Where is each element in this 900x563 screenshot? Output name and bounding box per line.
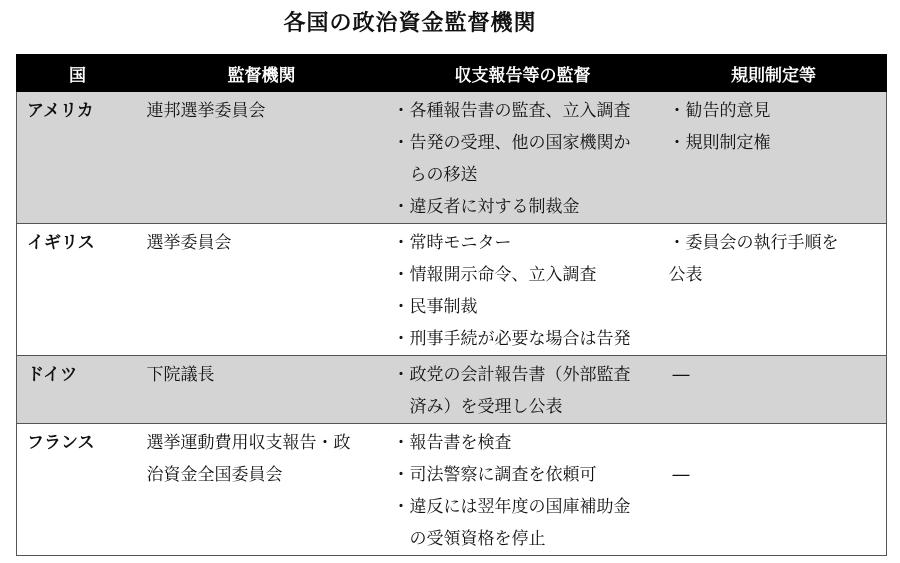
rule-dash: ― bbox=[672, 365, 690, 385]
reports-cell bbox=[385, 356, 661, 424]
report-line: ・告発の受理、他の国家機関か bbox=[392, 133, 631, 153]
header-agency: 監督機関 bbox=[139, 55, 385, 92]
agency-line: 選挙委員会 bbox=[146, 233, 232, 253]
header-rules: 規則制定等 bbox=[661, 55, 887, 92]
rule-line: ・勧告的意見 bbox=[668, 101, 771, 121]
page-title: 各国の政治資金監督機関 bbox=[283, 11, 537, 36]
report-line: ・民事制裁 bbox=[392, 297, 478, 317]
rules-cell bbox=[661, 424, 887, 556]
agency-line: 選挙運動費用収支報告・政 bbox=[146, 433, 351, 453]
country-cell: アメリカ bbox=[17, 92, 139, 224]
agency-cell bbox=[139, 424, 385, 556]
rule-line bbox=[669, 427, 881, 459]
report-line: ・違反者に対する制裁金 bbox=[392, 197, 580, 217]
table-row bbox=[17, 356, 887, 424]
country-cell: フランス bbox=[17, 424, 139, 556]
table-row bbox=[17, 92, 887, 224]
rules-cell bbox=[661, 224, 887, 356]
rules-cell bbox=[661, 356, 887, 424]
agency-cell bbox=[139, 224, 385, 356]
reports-cell bbox=[385, 424, 661, 556]
table-row bbox=[17, 224, 887, 356]
reports-cell bbox=[385, 224, 661, 356]
table-row bbox=[17, 424, 887, 556]
reports-cell bbox=[385, 92, 661, 224]
report-line: ・各種報告書の監査、立入調査 bbox=[392, 101, 631, 121]
agency-cell bbox=[139, 92, 385, 224]
report-line: ・情報開示命令、立入調査 bbox=[392, 265, 597, 285]
rule-line: ・規則制定権 bbox=[668, 133, 771, 153]
rule-line: ・委員会の執行手順を bbox=[668, 233, 839, 253]
report-line: 済み）を受理し公表 bbox=[392, 397, 563, 417]
agency-line: 下院議長 bbox=[146, 365, 215, 385]
rule-line: 公表 bbox=[668, 265, 703, 285]
report-line: ・違反には翌年度の国庫補助金 bbox=[392, 497, 631, 517]
oversight-table bbox=[16, 54, 887, 556]
report-line: ・常時モニター bbox=[392, 233, 512, 253]
agency-cell bbox=[139, 356, 385, 424]
rules-cell bbox=[661, 92, 887, 224]
header-country: 国 bbox=[17, 55, 139, 92]
report-line: ・報告書を検査 bbox=[392, 433, 512, 453]
country-cell: イギリス bbox=[17, 224, 139, 356]
country-cell: ドイツ bbox=[17, 356, 139, 424]
agency-line: 連邦選挙委員会 bbox=[146, 101, 266, 121]
report-line: ・政党の会計報告書（外部監査 bbox=[392, 365, 631, 385]
report-line: らの移送 bbox=[392, 165, 478, 185]
header-reports: 収支報告等の監督 bbox=[385, 55, 661, 92]
header-row bbox=[17, 55, 887, 92]
report-line: ・刑事手続が必要な場合は告発 bbox=[392, 329, 631, 349]
report-line: の受領資格を停止 bbox=[392, 529, 546, 549]
report-line: ・司法警察に調査を依頼可 bbox=[392, 465, 597, 485]
agency-line: 治資金全国委員会 bbox=[146, 465, 283, 485]
rule-dash: ― bbox=[672, 465, 690, 485]
